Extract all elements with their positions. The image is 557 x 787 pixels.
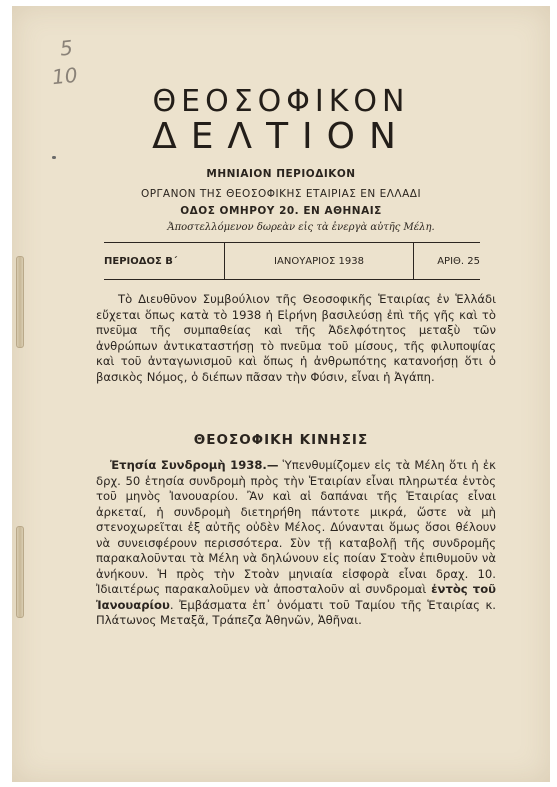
periodical-type: ΜΗΝΙΑΙΟΝ ΠΕΡΙΟΔΙΚΟΝ: [206, 168, 356, 180]
intro-paragraph: Τὸ Διευθῦνον Συμβούλιον τῆς Θεοσοφικῆς Ἑταιρίας ἐν Ἑλλάδι εὔχεται ὅπως κατὰ τὸ 1938 ἡ Εἰρήνη βασιλεύσῃ ἐπὶ τῆς γῆς καὶ τὸ πνεῦμα τῆς συμπαθείας καὶ τῆς Ἀδελφότητος μεταξὺ τῶν ἀνθρώπων ἀντικαταστήσῃ τὸ πνεῦμα τοῦ μίσους, τῆς φιλυποψίας καὶ τοῦ ἀνταγωνισμοῦ καὶ ὅπως ἡ ἀνθρωπότης κατανοήσῃ ὅτι ὁ βασικὸς Νόμος, ὁ διέπων πᾶσαν τὴν Φύσιν, εἶναι ἡ Ἀγάπη.: [96, 292, 496, 384]
staple-bottom: [16, 526, 24, 618]
organ-line: ΟΡΓΑΝΟΝ ΤΗΣ ΘΕΟΣΟΦΙΚΗΣ ΕΤΑΙΡΙΑΣ ΕΝ ΕΛΛΑΔΙ: [140, 188, 422, 200]
distribution-note: Ἀποστελλόμενον δωρεὰν εἰς τὰ ἐνεργὰ αὐτῆς Μέλη.: [167, 222, 435, 233]
section-title: ΘΕΟΣΟΦΙΚΗ ΚΙΝΗΣΙΣ: [193, 432, 369, 448]
document-page: [12, 6, 550, 782]
handwritten-number-top: 5: [58, 35, 74, 61]
handwritten-number-bottom: 10: [50, 62, 79, 90]
subscription-notice: [96, 458, 496, 629]
address-line: ΟΔΟΣ ΟΜΗΡΟΥ 20. ΕΝ ΑΘΗΝΑΙΣ: [180, 205, 382, 217]
staple-top: [16, 256, 24, 348]
masthead-title: ΘΕΟΣΟΦΙΚΟΝ: [152, 84, 410, 119]
issue-date: ΙΑΝΟΥΑΡΙΟΣ 1938: [224, 243, 414, 279]
issue-info-bar: [104, 242, 480, 280]
notice-lead: Ἐτησία Συνδρομὴ 1938.—: [110, 458, 279, 472]
notice-text-2: . Ἐμβάσματα ἐπ᾽ ὀνόματι τοῦ Ταμίου τῆς Ἑταιρίας κ. Πλάτωνος Μεταξᾶ, Τράπεζα Ἀθηνῶν, Ἀθῆναι.: [96, 597, 496, 627]
notice-emphasis: ἐντὸς τοῦ Ἰανουαρίου: [96, 582, 496, 612]
notice-text-1: Ὑπενθυμίζομεν εἰς τὰ Μέλη ὅτι ἡ ἐκ δρχ. 50 ἐτησία συνδρομὴ πρὸς τὴν Ἑταιρίαν εἶναι πληρωτέα ἐντὸς τοῦ μηνὸς Ἰανουαρίου. Ἂν καὶ αἱ δαπάναι τῆς Ἑταιρίας εἶναι ἀρκεταί, ἡ συνδρομὴ διετηρήθη πάντοτε μικρά, ὥστε νὰ μὴ στενοχωρεῖται ἐξ αὐτῆς οὐδὲν Μέλος. Δύνανται ὅμως ὅσοι θέλουν νὰ συνεισφέρουν περισσότερα. Σὺν τῇ καταβολῇ τῆς συνδρομῆς παρακαλοῦνται τὰ Μέλη νὰ δηλώνουν εἰς ποίαν Στοὰν ἐπιθυμοῦν νὰ ἀνήκουν. Ἡ πρὸς τὴν Στοὰν μηνιαία εἰσφορὰ εἶναι δραχ. 10. Ἰδιαιτέρως παρακαλοῦμεν νὰ ἀποσταλοῦν αἱ συνδρομαὶ: [96, 458, 497, 596]
issue-period: ΠΕΡΙΟΔΟΣ Β΄: [104, 255, 178, 267]
issue-number: ΑΡΙΘ. 25: [437, 255, 480, 267]
masthead-subtitle: ΔΕΛΤΙΟΝ: [152, 116, 410, 157]
